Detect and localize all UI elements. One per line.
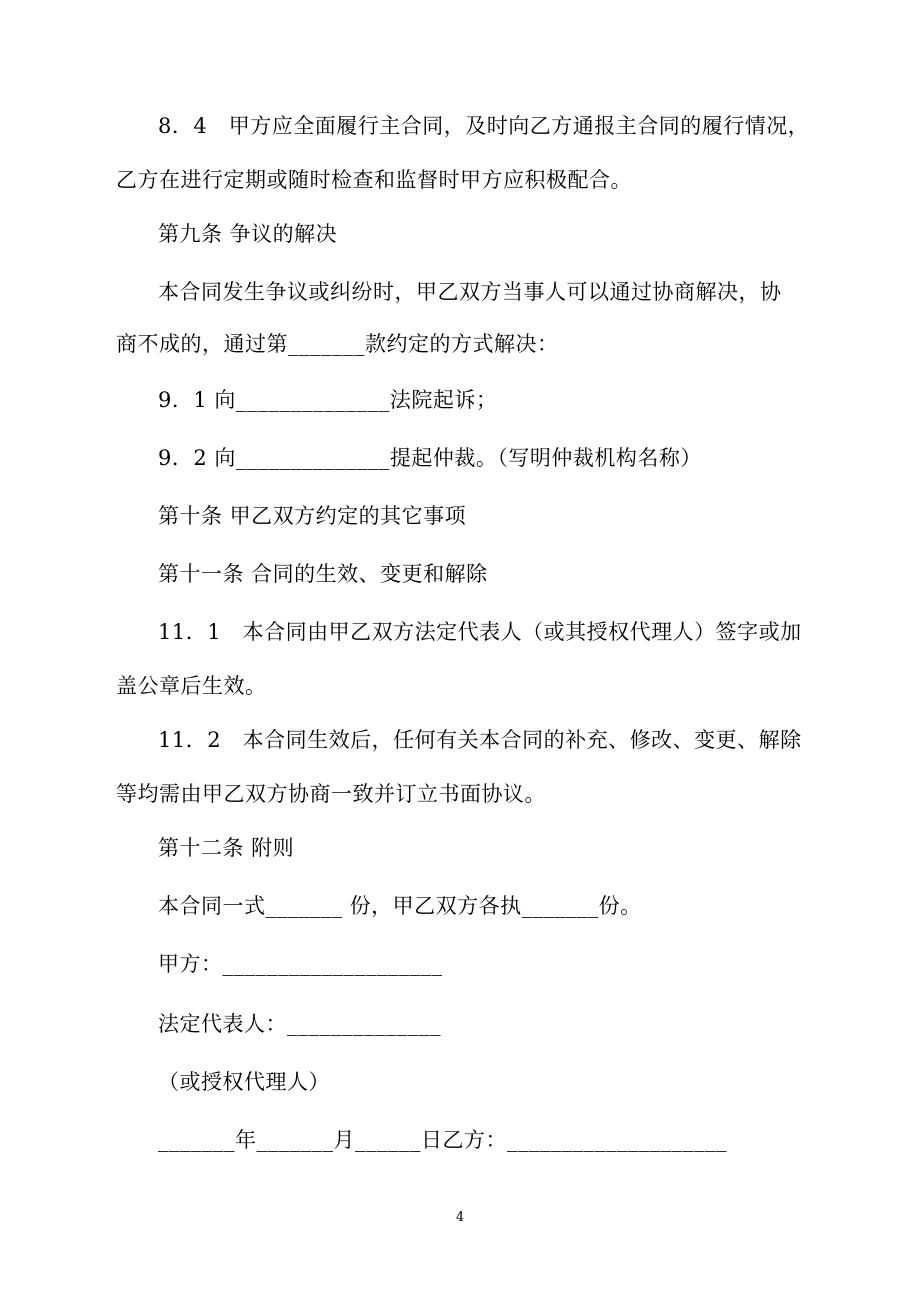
page-number: 4 <box>455 1210 465 1225</box>
date-party-b-line: _______年_______月______日乙方：____________________ <box>158 1128 727 1152</box>
article-9-body-line-1: 本合同发生争议或纠纷时，甲乙双方当事人可以通过协商解决，协 <box>158 280 782 304</box>
clause-11-2-line-2: 等均需由甲乙双方协商一致并订立书面协议。 <box>116 782 546 806</box>
clause-11-1-line-2: 盖公章后生效。 <box>116 674 267 698</box>
copies-line: 本合同一式_______ 份，甲乙双方各执_______份。 <box>158 894 642 918</box>
clause-8-4-line-1: 8．4 甲方应全面履行主合同，及时向乙方通报主合同的履行情况， <box>158 114 810 138</box>
party-a-line: 甲方：____________________ <box>158 952 443 976</box>
article-11-heading: 第十一条 合同的生效、变更和解除 <box>158 562 488 586</box>
clause-11-1-line-1: 11．1 本合同由甲乙双方法定代表人（或其授权代理人）签字或加 <box>158 620 802 644</box>
article-9-heading: 第九条 争议的解决 <box>158 222 338 246</box>
legal-representative-line: 法定代表人：______________ <box>158 1012 441 1036</box>
authorized-agent-line: （或授权代理人） <box>158 1070 330 1094</box>
clause-9-1: 9．1 向______________法院起诉； <box>158 388 498 412</box>
article-9-body-line-2: 商不成的，通过第_______款约定的方式解决： <box>116 332 559 356</box>
clause-11-2-line-1: 11．2 本合同生效后，任何有关本合同的补充、修改、变更、解除 <box>158 728 802 752</box>
clause-8-4-line-2: 乙方在进行定期或随时检查和监督时甲方应积极配合。 <box>116 168 632 192</box>
clause-9-2: 9．2 向______________提起仲裁。（写明仲裁机构名称） <box>158 446 702 470</box>
article-10-heading: 第十条 甲乙双方约定的其它事项 <box>158 504 467 528</box>
article-12-heading: 第十二条 附则 <box>158 836 295 860</box>
